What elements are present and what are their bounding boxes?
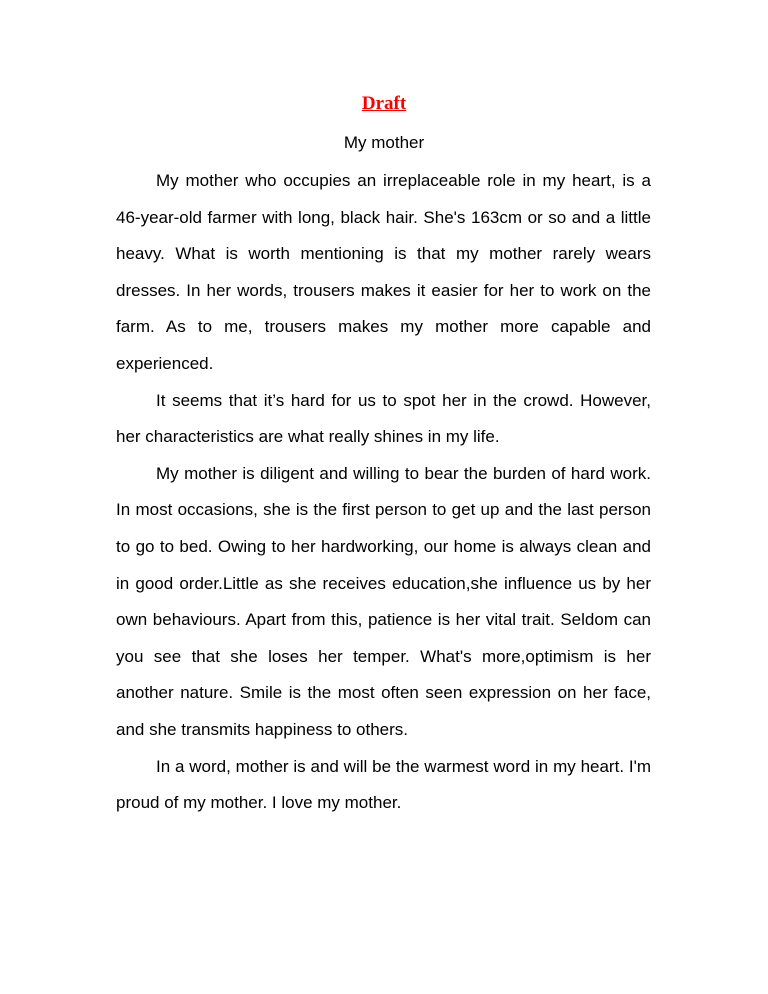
paragraph-4: In a word, mother is and will be the warmest word in my heart. I'm proud of my mother. I love my mother. <box>116 756 651 813</box>
essay-body <box>116 163 651 822</box>
paragraph-2: It seems that it’s hard for us to spot her in the crowd. However, her characteristics are what really shines in my life. <box>116 390 651 447</box>
draft-heading: Draft <box>361 93 407 114</box>
paragraph-1: My mother who occupies an irreplaceable role in my heart, is a 46-year-old farmer with long, black hair. She's 163cm or so and a little heavy. What is worth mentioning is that my mother rarely wears dresses. In her words, trousers makes it easier for her to work on the farm. As to me, trousers makes my mother more capable and experienced. <box>116 171 651 373</box>
paragraph-3: My mother is diligent and willing to bear the burden of hard work. In most occasions, she is the first person to get up and the last person to go to bed. Owing to her hardworking, our home is always clean and in good order.Little as she receives education,she influence us by her own behaviours. Apart from this, patience is her vital trait. Seldom can you see that she loses her temper. What's more,optimism is her another nature. Smile is the most often seen expression on her face, and she transmits happiness to others. <box>116 463 651 739</box>
essay-title: My mother <box>343 133 425 152</box>
